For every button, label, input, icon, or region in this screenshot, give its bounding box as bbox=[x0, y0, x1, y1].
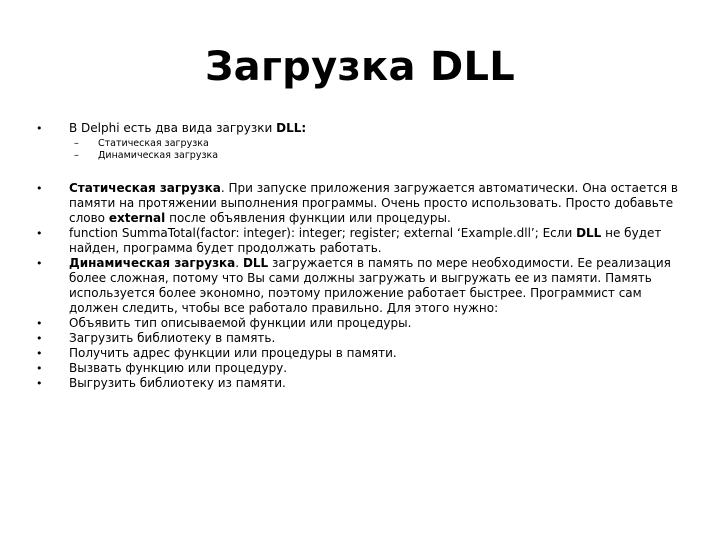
static-text-end: после объявления функции или процедуры. bbox=[165, 211, 451, 225]
sub-item-label: Динамическая загрузка bbox=[98, 150, 219, 161]
dynamic-dll: DLL bbox=[242, 256, 269, 270]
intro-bold: DLL: bbox=[276, 121, 307, 135]
bullet-marker: • bbox=[36, 122, 43, 135]
step-text: Загрузить библиотеку в память. bbox=[69, 331, 276, 345]
dynamic-term: Динамическая загрузка bbox=[69, 256, 236, 270]
step-item bbox=[36, 331, 688, 346]
bullet-marker: • bbox=[36, 332, 43, 345]
bullet-marker: • bbox=[36, 347, 43, 360]
bullet-marker: • bbox=[36, 317, 43, 330]
bullet-marker: • bbox=[36, 362, 43, 375]
bullet-marker: • bbox=[36, 257, 43, 270]
bullet-marker: • bbox=[36, 182, 43, 195]
intro-text: В Delphi есть два вида загрузки bbox=[69, 121, 277, 135]
step-text: Вызвать функцию или процедуру. bbox=[69, 361, 288, 375]
dash-marker: – bbox=[74, 138, 79, 149]
step-item bbox=[36, 316, 688, 331]
sub-item-label: Статическая загрузка bbox=[98, 138, 209, 149]
step-item bbox=[36, 376, 688, 391]
bullet-intro bbox=[36, 121, 688, 136]
dynamic-text: загружается в память по мере необходимости. Ее реализация более сложная, потому что Вы сами должны загружать и выгружать ее из памяти. Память используется более экономно, поэтому приложение работает быстрее. Программист сам должен следить, чтобы все работало правильно. Для этого нужно: bbox=[69, 256, 671, 315]
function-bold: DLL bbox=[576, 226, 602, 240]
slide-title: Загрузка DLL bbox=[204, 44, 516, 90]
sub-item-static bbox=[36, 138, 688, 150]
bullet-marker: • bbox=[36, 377, 43, 390]
step-text: Объявить тип описываемой функции или процедуры. bbox=[69, 316, 412, 330]
step-text: Выгрузить библиотеку из памяти. bbox=[69, 376, 286, 390]
sub-list bbox=[36, 138, 688, 162]
sub-item-dynamic bbox=[36, 150, 688, 162]
dynamic-sep: . bbox=[235, 256, 243, 270]
static-term: Статическая загрузка bbox=[69, 181, 221, 195]
function-text: function SummaTotal(factor: integer): integer; register; external ‘Example.dll’; Если bbox=[69, 226, 577, 240]
dash-marker: – bbox=[74, 150, 79, 161]
bullet-dynamic-loading bbox=[36, 256, 688, 316]
step-text: Получить адрес функции или процедуры в памяти. bbox=[69, 346, 397, 360]
bullet-function-line bbox=[36, 226, 688, 256]
slide-body bbox=[36, 121, 688, 391]
bullet-marker: • bbox=[36, 227, 43, 240]
step-item bbox=[36, 361, 688, 376]
static-text: . При запуске приложения загружается автоматически. Она остается в памяти на протяжении выполнения программы. Очень просто использовать. Просто добавьте слово bbox=[69, 181, 679, 225]
static-keyword: external bbox=[108, 211, 166, 225]
bullet-static-loading bbox=[36, 181, 688, 226]
step-item bbox=[36, 346, 688, 361]
function-text-end: не будет найден, программа будет продолжать работать. bbox=[69, 226, 662, 255]
